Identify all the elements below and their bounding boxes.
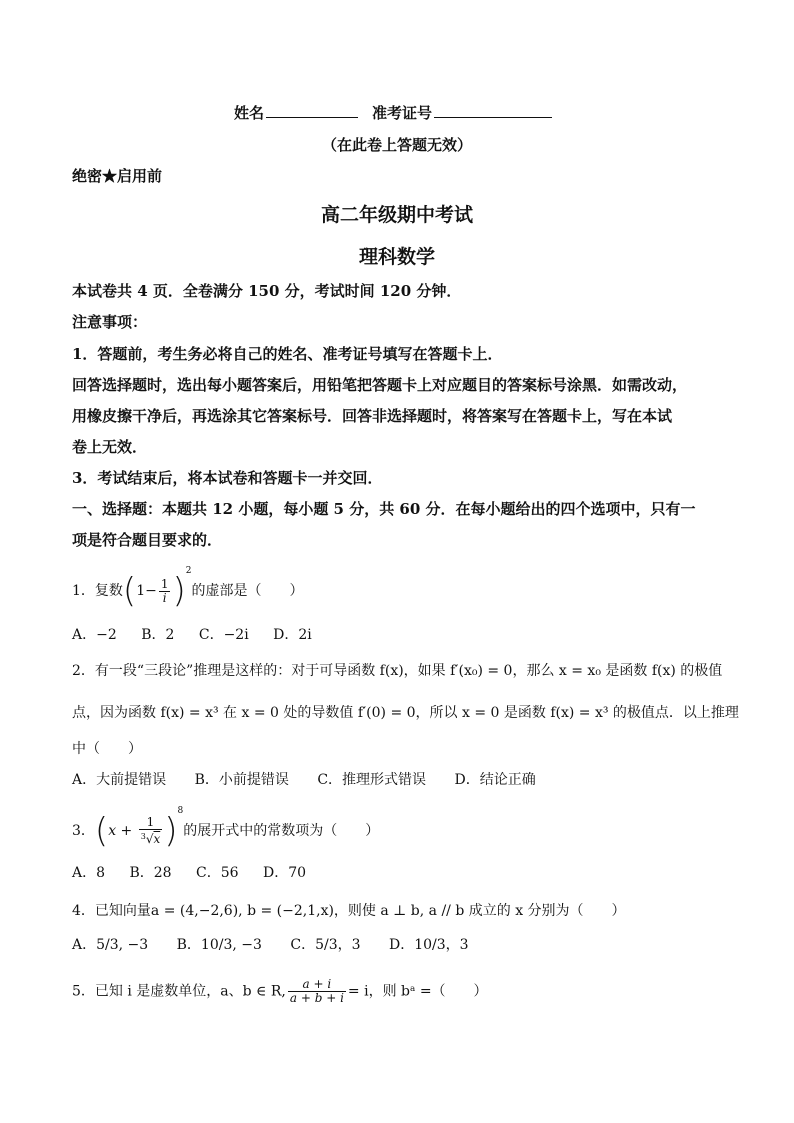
question-4-body: a = (4,−2,6), b = (−2,1,x)，则使 a ⊥ b, a // b 成立的 x 分别为（ ） (150, 903, 626, 919)
question-3: 3．(x + $\frac{1}{^3√x}$ )$^8$的展开式中的常数项为（ ） (72, 806, 380, 851)
question-3-suffix: 的展开式中的常数项为（ ） (183, 823, 380, 839)
q4-option-c: C．5/3，3 (290, 937, 361, 953)
q1-option-a: A．−2 (72, 627, 117, 643)
q1-option-d: D．2i (273, 627, 312, 643)
q4-option-b: B．10/3, −3 (176, 937, 262, 953)
exam-title: 高二年级期中考试 (320, 204, 473, 226)
q3-option-d: D．70 (263, 865, 307, 881)
question-5: 5．已知 i 是虚数单位，a、b ∈ R, $\frac{a + i}{a + b + i}$ = i，则 bᵃ =（ ） (72, 977, 488, 1005)
question-5-prefix: 5．已知 i 是虚数单位，a、b ∈ R, (72, 983, 286, 1000)
q2-option-a: A．大前提错误 (72, 772, 167, 788)
q2-option-d: D．结论正确 (454, 772, 536, 788)
question-4 (72, 900, 626, 920)
question-3-options (72, 862, 330, 882)
question-4-prefix: 4．已知向量 (72, 903, 151, 919)
notice-item-2-line-1: 回答选择题时，选出每小题答案后，用铅笔把答题卡上对应题目的答案标号涂黑．如需改动， (72, 376, 688, 394)
q4-option-a: A．5/3, −3 (72, 937, 149, 953)
notice-item-2-line-3: 卷上无效． (72, 438, 148, 456)
question-2-line-1: 2．有一段“三段论”推理是这样的：对于可导函数 f(x)，如果 f′(x₀) = 0，那么 x = x₀ 是函数 f(x) 的极值 (72, 663, 723, 679)
notice-item-3: 3．考试结束后，将本试卷和答题卡一并交回． (72, 469, 383, 487)
exam-id-blank (434, 103, 552, 118)
notice-item-2-line-2: 用橡皮擦干净后，再选涂其它答案标号．回答非选择题时，将答案写在答题卡上，写在本试 (72, 407, 673, 425)
question-2-options (72, 769, 560, 789)
question-1-suffix: 的虚部是（ ） (191, 583, 304, 599)
q3-option-b: B．28 (129, 865, 172, 881)
notice-label: 注意事项： (72, 313, 148, 331)
question-1-options (72, 624, 336, 644)
section-1-heading-line-2: 项是符合题目要求的． (72, 531, 223, 549)
question-2-line-3: 中（ ） (72, 741, 142, 757)
question-1-prefix: 1．复数 (72, 583, 123, 599)
q2-option-c: C．推理形式错误 (317, 772, 427, 788)
notice-item-1: 1．答题前，考生务必将自己的姓名、准考证号填写在答题卡上． (72, 345, 503, 363)
question-5-suffix: = i，则 bᵃ =（ ） (347, 983, 488, 1000)
question-4-options (72, 934, 493, 954)
q1-option-b: B．2 (141, 627, 175, 643)
secret-label: 绝密★启用前 (72, 167, 163, 185)
q3-option-c: C．56 (196, 865, 239, 881)
q3-option-a: A．8 (72, 865, 106, 881)
invalid-note: （在此卷上答题无效） (321, 136, 472, 154)
exam-intro: 本试卷共 4 页．全卷满分 150 分，考试时间 120 分钟． (72, 282, 462, 300)
question-2-line-2: 点，因为函数 f(x) = x³ 在 x = 0 处的导数值 f′(0) = 0，所以 x = 0 是函数 f(x) = x³ 的极值点．以上推理 (72, 705, 739, 721)
name-blank (266, 103, 358, 118)
question-3-prefix: 3． (72, 823, 95, 839)
q2-option-b: B．小前提错误 (194, 772, 289, 788)
question-1: 1．复数(1− $\frac{1}{i}$ )$^2$的虚部是（ ） (72, 566, 304, 611)
section-1-heading-line-1: 一、选择题：本题共 12 小题，每小题 5 分，共 60 分．在每小题给出的四个选项中，只有一 (72, 500, 696, 518)
name-label: 姓名 (234, 104, 265, 122)
q1-option-c: C．−2i (198, 627, 249, 643)
q4-option-d: D．10/3，3 (388, 937, 469, 953)
exam-subject: 理科数学 (358, 246, 435, 268)
candidate-info-line (234, 102, 552, 123)
exam-id-label: 准考证号 (372, 104, 433, 122)
